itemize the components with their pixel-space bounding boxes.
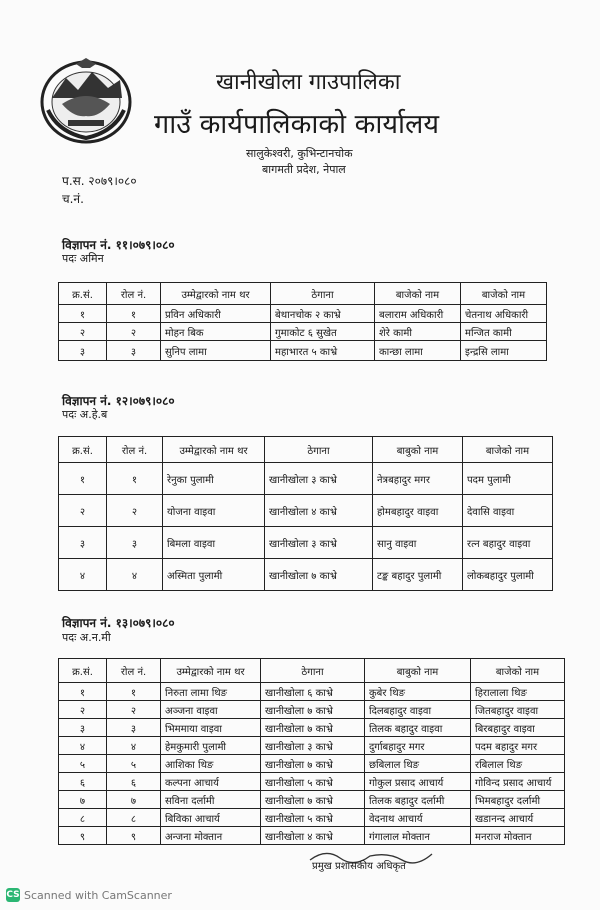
serial-cell: १	[59, 463, 107, 495]
roll-cell: ४	[107, 737, 161, 755]
name-cell: अन्जना मोक्तान	[161, 827, 261, 845]
roll-cell: २	[107, 701, 161, 719]
table-header-row	[59, 659, 565, 683]
vigyapan-number: विज्ञापन नं. १३।०७९।०८०	[62, 616, 175, 630]
roll-cell: १	[107, 305, 161, 323]
address-cell: खानीखोला ५ काभ्रे	[261, 773, 365, 791]
office-address: सालुकेश्वरी, कुभिन्टानचोक	[246, 147, 353, 160]
name-cell: निरुता लामा थिङ	[161, 683, 261, 701]
name-cell: रेनुका पुलामी	[163, 463, 265, 495]
header-cell: बाजेको नाम	[461, 283, 547, 305]
name-cell: आशिका थिङ	[161, 755, 261, 773]
grandfather-name-cell: चेतनाथ अधिकारी	[461, 305, 547, 323]
reference-number: प.स. २०७९।०८०	[62, 174, 137, 188]
signatory-title: प्रमुख प्रशासकीय अधिकृत	[312, 861, 406, 872]
address-cell: बेथानचोक २ काभ्रे	[271, 305, 375, 323]
father-name-cell: वेदनाथ आचार्य	[365, 809, 471, 827]
father-name-cell: होमबहादुर वाइवा	[373, 495, 463, 527]
serial-cell: ८	[59, 809, 107, 827]
grandfather-name-cell: गोविन्द प्रसाद आचार्य	[471, 773, 565, 791]
header-cell: बाजेको नाम	[375, 283, 461, 305]
roll-cell: ९	[107, 827, 161, 845]
address-cell: खानीखोला ३ काभ्रे	[261, 737, 365, 755]
grandfather-name-cell: पदम पुलामी	[463, 463, 553, 495]
name-cell: भिममाया वाइवा	[161, 719, 261, 737]
roll-cell: १	[107, 683, 161, 701]
serial-cell: ४	[59, 737, 107, 755]
grandfather-name-cell: रत्न बहादुर वाइवा	[463, 527, 553, 559]
header-cell: ठेगाना	[265, 437, 373, 463]
address-cell: खानीखोला ६ काभ्रे	[261, 683, 365, 701]
candidate-table	[58, 282, 547, 361]
grandfather-name-cell: पदम बहादुर मगर	[471, 737, 565, 755]
address-cell: खानीखोला ४ काभ्रे	[265, 495, 373, 527]
address-cell: खानीखोला ७ काभ्रे	[261, 791, 365, 809]
grandfather-name-cell: मन्जित कामी	[461, 323, 547, 341]
grandfather-name-cell: रबिलाल थिङ	[471, 755, 565, 773]
serial-cell: ३	[59, 527, 107, 559]
roll-cell: ३	[107, 719, 161, 737]
father-name-cell: सानु वाइवा	[373, 527, 463, 559]
name-cell: मोहन बिक	[161, 323, 271, 341]
roll-cell: ८	[107, 809, 161, 827]
nepal-emblem-icon	[38, 58, 134, 146]
father-name-cell: कुबेर थिङ	[365, 683, 471, 701]
grandfather-name-cell: इन्द्रसि लामा	[461, 341, 547, 361]
header-cell: रोल नं.	[107, 283, 161, 305]
address-cell: महाभारत ५ काभ्रे	[271, 341, 375, 361]
address-cell: गुमाकोट ६ सुखेत	[271, 323, 375, 341]
post-name: पदः अ.हे.ब	[62, 408, 108, 421]
table-row	[59, 809, 565, 827]
father-name-cell: दिलबहादुर वाइवा	[365, 701, 471, 719]
grandfather-name-cell: देवासि वाइवा	[463, 495, 553, 527]
post-name: पदः अ.न.मी	[62, 631, 111, 644]
name-cell: सुनिप लामा	[161, 341, 271, 361]
father-name-cell: गंगालाल मोक्तान	[365, 827, 471, 845]
table-row	[59, 341, 547, 361]
name-cell: बिविका आचार्य	[161, 809, 261, 827]
office-title: गाउँ कार्यपालिकाको कार्यालय	[154, 109, 439, 140]
post-name: पदः अमिन	[62, 252, 104, 265]
camscanner-logo-icon: CS	[6, 890, 20, 900]
address-cell: खानीखोला ३ काभ्रे	[265, 463, 373, 495]
father-name-cell: तिलक बहादुर वाइवा	[365, 719, 471, 737]
name-cell: अस्मिता पुलामी	[163, 559, 265, 591]
header-cell: उम्मेद्वारको नाम थर	[161, 659, 261, 683]
table-row	[59, 773, 565, 791]
serial-cell: ७	[59, 791, 107, 809]
table-row	[59, 463, 553, 495]
serial-cell: ५	[59, 755, 107, 773]
serial-cell: १	[59, 683, 107, 701]
table-row	[59, 827, 565, 845]
serial-cell: ४	[59, 559, 107, 591]
roll-cell: ४	[107, 559, 163, 591]
name-cell: प्रविन अधिकारी	[161, 305, 271, 323]
header-cell: बाजेको नाम	[463, 437, 553, 463]
roll-cell: ६	[107, 773, 161, 791]
name-cell: योजना वाइवा	[163, 495, 265, 527]
roll-cell: ३	[107, 341, 161, 361]
serial-cell: ९	[59, 827, 107, 845]
municipality-title: खानीखोला गाउपालिका	[216, 70, 401, 95]
address-cell: खानीखोला ७ काभ्रे	[265, 559, 373, 591]
header-cell: रोल नं.	[107, 437, 163, 463]
address-cell: खानीखोला ७ काभ्रे	[261, 755, 365, 773]
table-header-row	[59, 283, 547, 305]
grandfather-name-cell: मनराज मोक्तान	[471, 827, 565, 845]
header-cell: बाजेको नाम	[471, 659, 565, 683]
header-cell: बाबुको नाम	[373, 437, 463, 463]
name-cell: सविना दर्लामी	[161, 791, 261, 809]
address-cell: खानीखोला ७ काभ्रे	[261, 701, 365, 719]
grandfather-name-cell: खडानन्द आचार्य	[471, 809, 565, 827]
roll-cell: १	[107, 463, 163, 495]
address-cell: खानीखोला ३ काभ्रे	[265, 527, 373, 559]
header-cell: बाबुको नाम	[365, 659, 471, 683]
roll-cell: ३	[107, 527, 163, 559]
table-row	[59, 737, 565, 755]
scanner-text: Scanned with CamScanner	[24, 888, 172, 902]
grandfather-name-cell: जितबहादुर वाइवा	[471, 701, 565, 719]
roll-cell: २	[107, 323, 161, 341]
father-name-cell: नेत्रबहादुर मगर	[373, 463, 463, 495]
name-cell: बिमला वाइवा	[163, 527, 265, 559]
header-cell: ठेगाना	[271, 283, 375, 305]
father-name-cell: बलाराम अधिकारी	[375, 305, 461, 323]
father-name-cell: छबिलाल थिङ	[365, 755, 471, 773]
header-cell: क्र.सं.	[59, 283, 107, 305]
name-cell: कल्पना आचार्य	[161, 773, 261, 791]
table-row	[59, 559, 553, 591]
serial-cell: ३	[59, 719, 107, 737]
grandfather-name-cell: बिरबहादुर वाइवा	[471, 719, 565, 737]
address-cell: खानीखोला ५ काभ्रे	[261, 809, 365, 827]
address-cell: खानीखोला ७ काभ्रे	[261, 719, 365, 737]
table-row	[59, 791, 565, 809]
roll-cell: २	[107, 495, 163, 527]
scanner-watermark	[6, 888, 172, 902]
address-cell: खानीखोला ४ काभ्रे	[261, 827, 365, 845]
name-cell: हेमकुमारी पुलामी	[161, 737, 261, 755]
table-row	[59, 719, 565, 737]
table-row	[59, 527, 553, 559]
father-name-cell: शेरे कामी	[375, 323, 461, 341]
table-row	[59, 701, 565, 719]
grandfather-name-cell: हिरालाला थिङ	[471, 683, 565, 701]
grandfather-name-cell: लोकबहादुर पुलामी	[463, 559, 553, 591]
father-name-cell: टङ्क बहादुर पुलामी	[373, 559, 463, 591]
header-cell: ठेगाना	[261, 659, 365, 683]
header-cell: क्र.सं.	[59, 659, 107, 683]
serial-cell: ३	[59, 341, 107, 361]
table-row	[59, 683, 565, 701]
father-name-cell: कान्छा लामा	[375, 341, 461, 361]
candidate-table	[58, 658, 565, 845]
vigyapan-number: विज्ञापन नं. ११।०७९।०८०	[62, 238, 175, 252]
roll-cell: ५	[107, 755, 161, 773]
father-name-cell: तिलक बहादुर दर्लामी	[365, 791, 471, 809]
name-cell: अञ्जना वाइवा	[161, 701, 261, 719]
dispatch-number: च.नं.	[62, 192, 84, 206]
roll-cell: ७	[107, 791, 161, 809]
serial-cell: १	[59, 305, 107, 323]
serial-cell: २	[59, 495, 107, 527]
header-cell: उम्मेद्वारको नाम थर	[161, 283, 271, 305]
table-header-row	[59, 437, 553, 463]
table-row	[59, 323, 547, 341]
serial-cell: २	[59, 323, 107, 341]
header-cell: क्र.सं.	[59, 437, 107, 463]
table-row	[59, 305, 547, 323]
vigyapan-number: विज्ञापन नं. १२।०७९।०८०	[62, 394, 175, 408]
header-cell: उम्मेद्वारको नाम थर	[163, 437, 265, 463]
office-province: बागमती प्रदेश, नेपाल	[262, 163, 346, 176]
serial-cell: २	[59, 701, 107, 719]
header-cell: रोल नं.	[107, 659, 161, 683]
father-name-cell: गोकुल प्रसाद आचार्य	[365, 773, 471, 791]
candidate-table	[58, 436, 553, 591]
grandfather-name-cell: भिमबहादुर दर्लामी	[471, 791, 565, 809]
father-name-cell: दुर्गाबहादुर मगर	[365, 737, 471, 755]
serial-cell: ६	[59, 773, 107, 791]
table-row	[59, 495, 553, 527]
table-row	[59, 755, 565, 773]
